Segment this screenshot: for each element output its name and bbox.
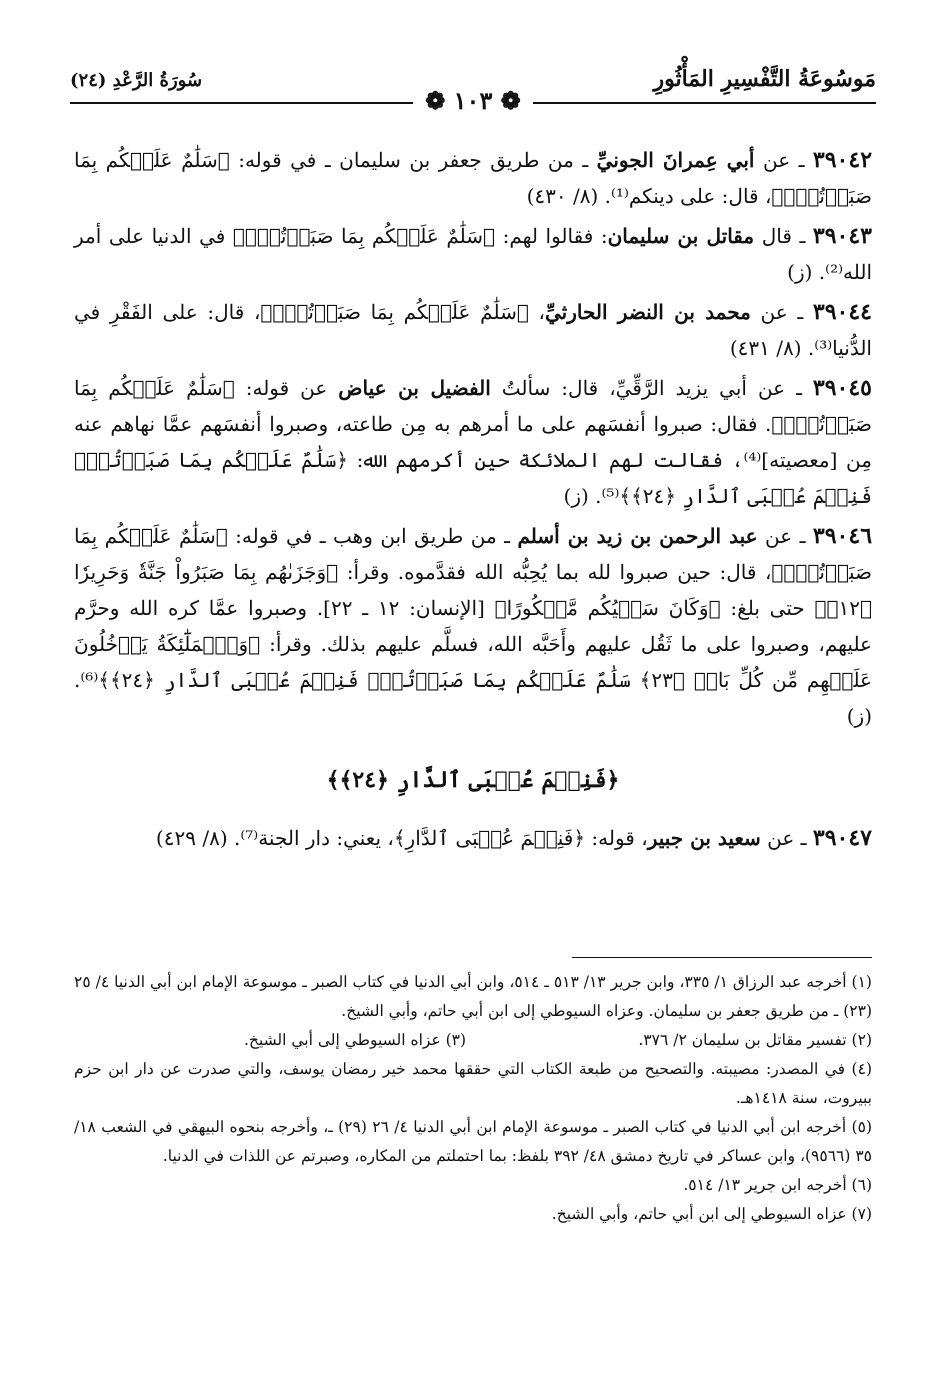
- footnote-3: (٣) عزاه السيوطي إلى أبي الشيخ.: [244, 1031, 467, 1049]
- entry-number: ٣٩٠٤٥: [812, 375, 872, 401]
- footnote-6: (٦) أخرجه ابن جرير ١٣/ ٥١٤.: [683, 1176, 872, 1194]
- entry-39046: [74, 518, 872, 734]
- page-number-text: ❁ ١٠٣ ❁: [413, 86, 533, 115]
- entry-prefix: ـ عن: [750, 300, 813, 324]
- narrator-name: أبي عِمرانَ الجونيِّ: [596, 148, 755, 172]
- entry-prefix: ـ عن: [757, 524, 813, 548]
- narrator-name: مقاتل بن سليمان: [607, 224, 755, 248]
- narrator-name: محمد بن النضر الحارثيِّ: [544, 300, 751, 324]
- entry-39042: [74, 142, 872, 214]
- footnote-row-2-3: [74, 1026, 872, 1055]
- main-text: [74, 142, 872, 860]
- entry-number: ٣٩٠٤٧: [812, 825, 872, 851]
- entry-text: ـ من طريق جعفر بن سليمان ـ في قوله: ﴿سَلَٰمٌ عَلَيۡكُم بِمَا صَبَرۡتُمۡۚ﴾، قال: على دينكم⁽¹⁾. (٨/ ٤٣٠): [74, 148, 872, 208]
- entry-text: عن قوله: ﴿سَلَٰمٌ عَلَيۡكُم بِمَا صَبَرۡتُمۡۚ﴾. فقال: صبروا أنفسَهم على ما أمرهم به مِن طاعته، وصبروا أنفسَهم عمَّا نهاهم عنه مِن [معصيته]⁽⁴⁾، فقالت لهم الملائكة حين أكرمهم الله: ﴿سَلَٰمٌ عَلَيۡكُم بِمَا صَبَرۡتُمۡۚ فَنِعۡمَ عُقۡبَى ٱلدَّارِ ﴿٢٤﴾﴾⁽⁵⁾. (ز): [74, 376, 872, 508]
- narrator-name: الفضيل بن عياض: [338, 376, 491, 400]
- narrator-name: عبد الرحمن بن زيد بن أسلم: [517, 524, 758, 548]
- entry-number: ٣٩٠٤٣: [812, 223, 872, 249]
- footnote-4: (٤) في المصدر: مصيبته. والتصحيح من طبعة الكتاب التي حققها محمد خير رمضان يوسف، والتي صدرت عن دار ابن حزم ببيروت، سنة ١٤١٨هـ.: [74, 1060, 872, 1107]
- entry-39047: [74, 820, 872, 856]
- book-title: مَوسُوعَةُ التَّفْسِيرِ المَأْثُورِ: [653, 66, 876, 92]
- surah-label: سُورَةُ الرَّعْدِ (٢٤): [70, 70, 203, 91]
- entry-text: ـ من طريق ابن وهب ـ في قوله: ﴿سَلَٰمٌ عَلَيۡكُم بِمَا صَبَرۡتُمۡۚ﴾، قال: حين صبروا لله بما يُحِبُّه الله فقدَّموه. وقرأ: ﴿وَجَزَىٰهُم بِمَا صَبَرُواْ جَنَّةٗ وَحَرِيرٗا ﴿١٢﴾﴾ حتى بلغ: ﴿وَكَانَ سَعۡيُكُم مَّشۡكُورًا﴾ [الإنسان: ١٢ ـ ٢٢]. وصبروا عمَّا كره الله وحرَّم عليهم، وصبروا على ما ثَقُل عليهم وأَحَبَّه الله، فسلَّم عليهم بذلك. وقرأ: ﴿وَٱلۡمَلَٰٓئِكَةُ يَدۡخُلُونَ عَلَيۡهِم مِّن كُلِّ بَابٖ ﴿٢٣﴾ سَلَٰمٌ عَلَيۡكُم بِمَا صَبَرۡتُمۡۚ فَنِعۡمَ عُقۡبَى ٱلدَّارِ ﴿٢٤﴾﴾⁽⁶⁾. (ز): [74, 524, 873, 728]
- entry-number: ٣٩٠٤٦: [812, 523, 873, 549]
- entry-39043: [74, 218, 872, 290]
- footnote-5: (٥) أخرجه ابن أبي الدنيا في كتاب الصبر ـ موسوعة الإمام ابن أبي الدنيا ٤/ ٢٦ (٢٩) ـ، وأخرجه بنحوه البيهقي في الشعب ١٨/ ٣٥ (٩٥٦٦)، وابن عساكر في تاريخ دمشق ٤٨/ ٣٩٢ بلفظ: بما احتملتم من المكاره، وصبرتم عن اللذات في الدنيا.: [74, 1118, 872, 1165]
- entry-number: ٣٩٠٤٤: [812, 299, 872, 325]
- footnote-7: (٧) عزاه السيوطي إلى ابن أبي حاتم، وأبي الشيخ.: [551, 1205, 872, 1223]
- entry-prefix: ـ عن أبي يزيد الرَّقِّيِّ، قال: سألتُ: [490, 376, 813, 400]
- page-number: [0, 88, 946, 114]
- footnote-divider: [572, 957, 872, 958]
- narrator-name: سعيد بن جبير: [647, 826, 761, 850]
- entry-39044: [74, 294, 872, 366]
- entry-prefix: ـ قال: [754, 224, 813, 248]
- entry-prefix: ـ عن: [760, 826, 813, 850]
- entry-number: ٣٩٠٤٢: [812, 147, 873, 173]
- entry-text: : فقالوا لهم: ﴿سَلَٰمٌ عَلَيۡكُم بِمَا صَبَرۡتُمۡۚ﴾ في الدنيا على أمر الله⁽²⁾. (ز): [74, 224, 872, 284]
- footnote-2: (٢) تفسير مقاتل بن سليمان ٢/ ٣٧٦.: [638, 1031, 872, 1049]
- entry-text: ، ﴿سَلَٰمٌ عَلَيۡكُم بِمَا صَبَرۡتُمۡۚ﴾، قال: على الفَقْرِ في الدُّنيا⁽³⁾. (٨/ ٤٣١): [74, 300, 872, 360]
- footnote-1: (١) أخرجه عبد الرزاق ١/ ٣٣٥، وابن جرير ١٣/ ٥١٣ ـ ٥١٤، وابن أبي الدنيا في كتاب الصبر ـ موسوعة الإمام ابن أبي الدنيا ٤/ ٢٥ (٢٣) ـ من طريق جعفر بن سليمان. وعزاه السيوطي إلى ابن أبي حاتم، وأبي الشيخ.: [74, 973, 872, 1020]
- entry-39045: [74, 370, 872, 514]
- footnotes: [74, 968, 872, 1229]
- entry-text: ، قوله: ﴿فَنِعۡمَ عُقۡبَى ٱلدَّارِ﴾، يعني: دار الجنة⁽⁷⁾. (٨/ ٤٢٩): [155, 826, 648, 850]
- entry-prefix: ـ عن: [754, 148, 813, 172]
- section-heading: ﴿فَنِعۡمَ عُقۡبَى ٱلدَّارِ ﴿٢٤﴾﴾: [326, 767, 620, 793]
